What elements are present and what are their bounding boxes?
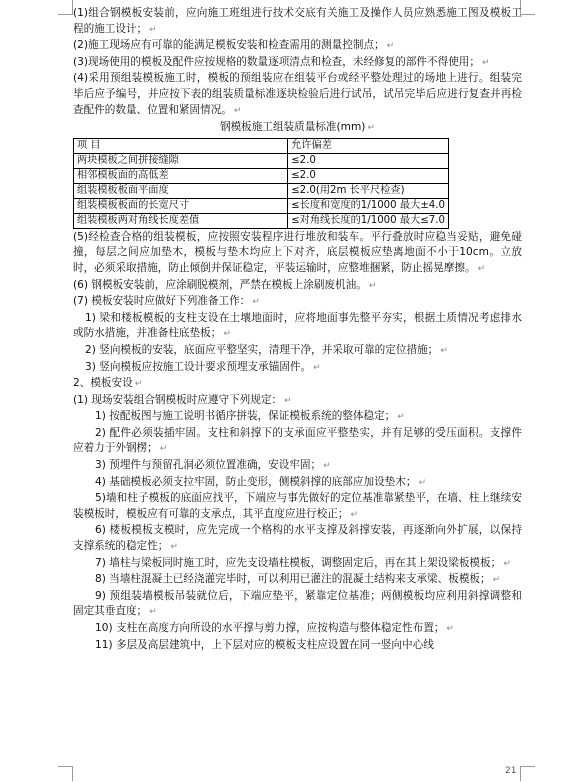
table-header-item: 项 目	[74, 138, 288, 153]
item-text: 6) 楼板模板支模时，应先完成一个格构的水平支撑及斜撑安装，再逐渐向外扩展，以保持支撑系统的稳定性；	[73, 524, 522, 553]
paragraph-7	[73, 294, 522, 311]
paragraph-mark-icon: ↵	[368, 280, 377, 291]
paragraph-3-text: (3)现场使用的模板及配件应按规格的数量逐项清点和检查，未经修复的部件不得使用；	[73, 55, 480, 68]
table-caption	[73, 120, 522, 137]
paragraph-mark-icon: ↵	[284, 395, 292, 406]
paragraph-mark-icon: ↵	[477, 263, 486, 274]
paragraph-2	[73, 38, 522, 55]
rule-item-2	[73, 426, 522, 458]
paragraph-4	[73, 71, 522, 119]
table-header-deviation: 允许偏差	[288, 138, 449, 153]
item-text: 4) 基础模板必须支拉牢固，防止变形，侧模斜撑的底部应加设垫木；	[95, 475, 417, 488]
paragraph-mark-icon: ↵	[134, 379, 143, 390]
item-text: 3) 竖向模板应按施工设计要求预埋支承锚固件。	[85, 360, 312, 373]
item-text: 3) 预埋件与预留孔洞必须位置准确，安设牢固；	[95, 459, 322, 472]
item-text: 1) 按配板图与施工说明书循序拼装，保证模板系统的整体稳定；	[95, 410, 396, 423]
crop-mark-bottom-left	[58, 766, 73, 781]
rule-item-3	[73, 458, 522, 475]
rule-item-4	[73, 475, 522, 492]
rule-item-8	[73, 572, 522, 589]
section-heading-text: 2、模板安设	[73, 377, 133, 390]
crop-mark-bottom-right	[520, 766, 535, 781]
table-cell: 相邻模板面的高低差	[74, 168, 288, 183]
paragraph-mark-icon: ↵	[252, 297, 260, 308]
item-text: 2) 竖向模板的安装，底面应平整坚实，清理干净，并采取可靠的定位措施；	[85, 343, 439, 356]
paragraph-mark-icon: ↵	[350, 509, 358, 520]
section-2-paragraph-1	[73, 393, 522, 410]
paragraph-6	[73, 278, 522, 295]
table-row	[74, 168, 449, 183]
document-page	[73, 6, 522, 653]
paragraph-mark-icon: ↵	[418, 477, 427, 488]
paragraph-mark-icon: ↵	[159, 444, 168, 455]
table-cell: ≤2.0	[288, 168, 449, 183]
item-text: 2) 配件必须装插牢固。支柱和斜撑下的支承面应平整垫实，并有足够的受压面积。支撑件应着力于外钢楞；	[73, 426, 522, 455]
paragraph-mark-icon: ↵	[386, 41, 395, 52]
paragraph-7-item-3	[73, 360, 522, 377]
quality-standard-table	[73, 138, 449, 229]
paragraph-mark-icon: ↵	[446, 624, 454, 634]
item-text: 8) 当墙柱混凝土已经浇灌完毕时，可以利用已灌注的混凝土结构来支承梁、板模板；	[95, 573, 491, 586]
table-caption-text: 钢模板施工组装质量标准(mm)	[220, 121, 366, 134]
table-row	[74, 198, 449, 213]
paragraph-2-text: (2)施工现场应有可靠的能满足模板安装和检查需用的测量控制点；	[73, 39, 385, 52]
item-text: 9) 预组装墙模板吊装就位后，下端应垫平，紧靠定位基准；两侧模板均应利用斜撑调整和固定其垂直度；	[73, 589, 522, 618]
paragraph-mark-icon: ↵	[170, 542, 178, 553]
rule-item-9	[73, 589, 522, 621]
paragraph-1	[73, 6, 522, 38]
page-number: 21	[505, 766, 517, 776]
rule-item-7	[73, 556, 522, 573]
paragraph-3	[73, 55, 522, 72]
paragraph-5-text: (5)经检查合格的组装模板，应按照安装程序进行堆放和装车。平行叠放时应稳当妥贴，避免碰撞，每层之间应加垫木，模板与垫木均应上下对齐，底层模板应垫离地面不小于10cm。立放时，必须采取措施，防止倾倒并保证稳定，平装运输时，应整堆捆紧，防止摇晃摩擦。	[73, 230, 522, 274]
table-header-row	[74, 138, 449, 153]
paragraph-7-item-1	[73, 311, 522, 343]
paragraph-mark-icon: ↵	[397, 412, 405, 423]
paragraph-5	[73, 230, 522, 278]
table-cell: 两块模板之间拼接缝隙	[74, 153, 288, 168]
table-cell: 组装模板两对角线长度差值	[74, 213, 288, 228]
item-text: 7) 墙柱与梁板同时施工时，应先支设墙柱模板，调整固定后，再在其上架设梁板模板；	[95, 556, 502, 569]
table-cell: 组装模板板面的长宽尺寸	[74, 198, 288, 213]
paragraph-mark-icon: ↵	[492, 575, 501, 586]
item-text: 10) 支柱在高度方向所设的水平撑与剪力撑，应按构造与整体稳定性布置；	[95, 622, 445, 634]
paragraph-6-text: (6) 钢模板安装前，应涂刷脱模剂，严禁在模板上涂刷废机油。	[73, 278, 367, 291]
item-text: 5)墙和柱子模板的底面应找平，下端应与事先做好的定位基准靠紧垫平，在墙、柱上继续安装模板时，模板应有可靠的支承点，其平直度应进行校正；	[73, 492, 522, 520]
table-cell: ≤长度和宽度的1/1000 最大±4.0	[288, 198, 449, 213]
paragraph-7-text: (7) 模板安装时应做好下列准备工作：	[73, 295, 251, 308]
paragraph-text: (1) 现场安装组合钢模板时应遵守下列规定：	[73, 393, 283, 406]
paragraph-mark-icon: ↵	[440, 345, 448, 356]
paragraph-mark-icon: ↵	[323, 461, 331, 472]
table-cell: ≤2.0	[288, 153, 449, 168]
rule-item-5	[73, 491, 522, 523]
paragraph-mark-icon: ↵	[503, 558, 511, 569]
table-row	[74, 153, 449, 168]
crop-mark-top-right	[520, 0, 535, 15]
paragraph-1-text: (1)组合钢模板安装前，应向施工班组进行技术交底有关施工及操作人员应熟悉施工图及模板工程的施工设计；	[73, 7, 522, 35]
rule-item-10	[73, 621, 522, 638]
rule-item-6	[73, 523, 522, 555]
table-row	[74, 183, 449, 198]
paragraph-4-text: (4)采用预组装模板施工时，模板的预组装应在组装平台或经平整处理过的场地上进行。组装完毕后应予编号，并应按下表的组装质量标准逐块检验后进行试吊，试吊完毕后应进行复查并再检查配件的数量、位置和紧固情况。	[73, 72, 522, 116]
section-heading-2	[73, 376, 522, 393]
table-cell: ≤2.0(用2m 长平尺检查)	[288, 183, 449, 198]
rule-item-11	[73, 638, 522, 654]
paragraph-7-item-2	[73, 343, 522, 360]
table-row	[74, 213, 449, 228]
table-cell: 组装模板板面平面度	[74, 183, 288, 198]
paragraph-mark-icon: ↵	[481, 57, 490, 68]
crop-mark-top-left	[58, 0, 73, 15]
item-text: 11) 多层及高层建筑中，上下层对应的模板支柱应设置在同一竖向中心线	[95, 638, 434, 651]
paragraph-mark-icon: ↵	[233, 105, 242, 116]
paragraph-mark-icon: ↵	[149, 24, 157, 35]
paragraph-mark-icon: ↵	[223, 329, 231, 340]
table-cell: ≤对角线长度的1/1000 最大≤7.0	[288, 213, 449, 228]
paragraph-mark-icon: ↵	[367, 123, 375, 134]
item-text: 1) 梁和楼板模板的支柱支设在土壤地面时，应将地面事先整平夯实，根据土质情况考虑排水或防水措施，并准备柱底垫板；	[73, 311, 522, 340]
rule-item-1	[73, 409, 522, 426]
paragraph-mark-icon: ↵	[149, 607, 157, 618]
paragraph-mark-icon: ↵	[313, 362, 321, 373]
